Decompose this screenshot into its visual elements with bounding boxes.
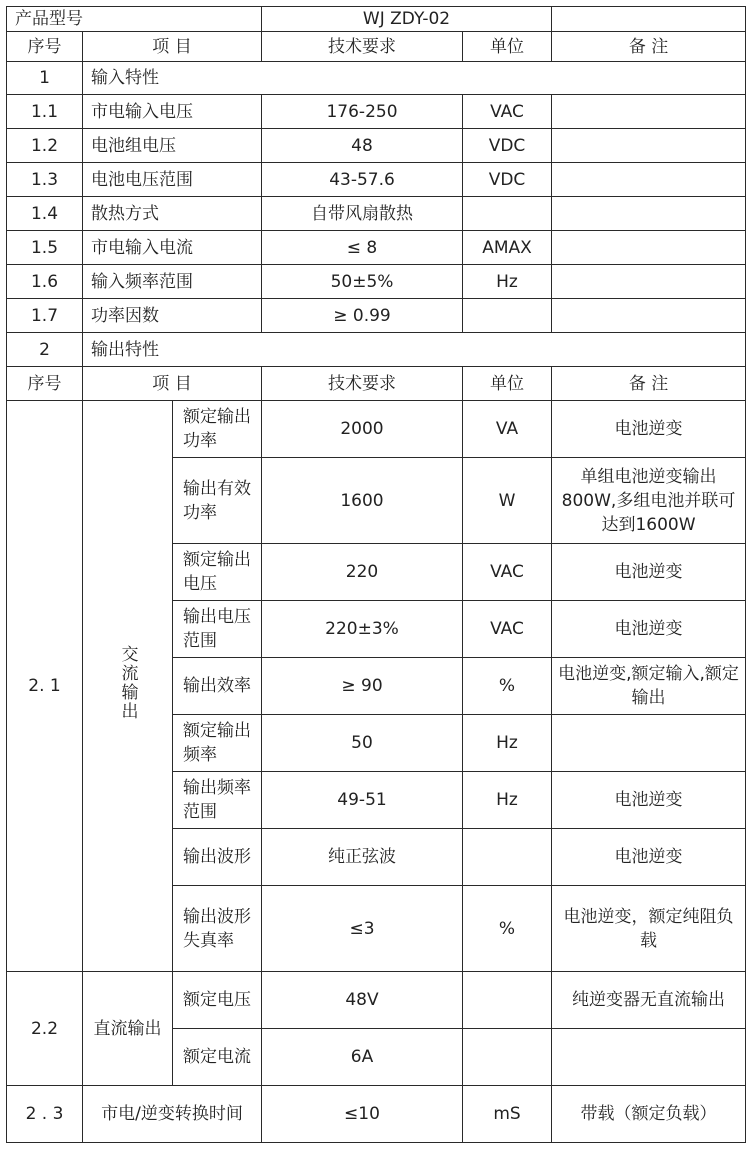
row-seq: 2 . 3	[7, 1086, 83, 1143]
row-spec: ≤ 8	[262, 231, 463, 265]
section-row	[7, 333, 746, 367]
header-spec: 技术要求	[262, 367, 463, 401]
row-spec: 自带风扇散热	[262, 197, 463, 231]
param-name: 输出有效功率	[173, 458, 262, 544]
row-spec: 1600	[262, 458, 463, 544]
row-note: 电池逆变	[552, 829, 746, 886]
row-note	[552, 1029, 746, 1086]
row-note: 电池逆变	[552, 544, 746, 601]
row-note	[552, 197, 746, 231]
header-seq: 序号	[7, 32, 83, 62]
row-note: 电池逆变,额定输入,额定输出	[552, 658, 746, 715]
table-row	[7, 265, 746, 299]
row-unit: VDC	[463, 129, 552, 163]
row-note: 电池逆变，额定纯阻负载	[552, 886, 746, 972]
row-seq: 1.3	[7, 163, 83, 197]
param-name: 额定电流	[173, 1029, 262, 1086]
table-row	[7, 95, 746, 129]
row-unit: %	[463, 886, 552, 972]
row-spec: 50±5%	[262, 265, 463, 299]
row-unit: mS	[463, 1086, 552, 1143]
row-unit: VAC	[463, 601, 552, 658]
row-item: 市电输入电压	[83, 95, 262, 129]
row-note: 单组电池逆变输出800W,多组电池并联可达到1600W	[552, 458, 746, 544]
row-unit: VAC	[463, 544, 552, 601]
row-item: 电池组电压	[83, 129, 262, 163]
row-note	[552, 299, 746, 333]
model-label: 产品型号	[7, 7, 262, 32]
group-seq: 2. 1	[7, 401, 83, 972]
row-item: 功率因数	[83, 299, 262, 333]
row-spec: ≤10	[262, 1086, 463, 1143]
param-name: 额定电压	[173, 972, 262, 1029]
row-spec: 50	[262, 715, 463, 772]
row-unit	[463, 1029, 552, 1086]
row-unit: Hz	[463, 715, 552, 772]
header-row	[7, 32, 746, 62]
table-row	[7, 972, 746, 1029]
row-spec: 220±3%	[262, 601, 463, 658]
model-blank	[552, 7, 746, 32]
row-note	[552, 231, 746, 265]
row-note	[552, 163, 746, 197]
row-spec: 2000	[262, 401, 463, 458]
row-unit: VA	[463, 401, 552, 458]
row-spec: 49-51	[262, 772, 463, 829]
row-spec: 176-250	[262, 95, 463, 129]
section-title: 输入特性	[83, 62, 746, 95]
model-row	[7, 7, 746, 32]
row-spec: 6A	[262, 1029, 463, 1086]
row-unit: Hz	[463, 265, 552, 299]
row-seq: 1.6	[7, 265, 83, 299]
param-name: 额定输出电压	[173, 544, 262, 601]
row-unit: W	[463, 458, 552, 544]
row-unit	[463, 299, 552, 333]
row-item: 散热方式	[83, 197, 262, 231]
row-spec: 48V	[262, 972, 463, 1029]
spec-table	[6, 6, 746, 1143]
row-item: 电池电压范围	[83, 163, 262, 197]
param-name: 输出电压范围	[173, 601, 262, 658]
section-title: 输出特性	[83, 333, 746, 367]
row-unit: %	[463, 658, 552, 715]
section-seq: 1	[7, 62, 83, 95]
row-spec: ≥ 0.99	[262, 299, 463, 333]
spec-sheet	[6, 6, 746, 1143]
header-unit: 单位	[463, 32, 552, 62]
row-unit	[463, 829, 552, 886]
row-note	[552, 265, 746, 299]
row-unit: VAC	[463, 95, 552, 129]
header-note: 备 注	[552, 32, 746, 62]
row-item: 输入频率范围	[83, 265, 262, 299]
header-note: 备 注	[552, 367, 746, 401]
row-note	[552, 129, 746, 163]
row-spec: 220	[262, 544, 463, 601]
row-item: 市电输入电流	[83, 231, 262, 265]
row-seq: 1.7	[7, 299, 83, 333]
row-note: 纯逆变器无直流输出	[552, 972, 746, 1029]
table-row	[7, 231, 746, 265]
row-unit: VDC	[463, 163, 552, 197]
param-name: 输出频率范围	[173, 772, 262, 829]
table-row	[7, 163, 746, 197]
group-label: 直流输出	[83, 972, 173, 1086]
row-note	[552, 715, 746, 772]
table-row	[7, 299, 746, 333]
header-row	[7, 367, 746, 401]
header-item: 项 目	[83, 367, 262, 401]
model-value: WJ ZDY-02	[262, 7, 552, 32]
group-seq: 2.2	[7, 972, 83, 1086]
row-seq: 1.5	[7, 231, 83, 265]
param-name: 输出效率	[173, 658, 262, 715]
row-note: 电池逆变	[552, 772, 746, 829]
table-row	[7, 197, 746, 231]
row-seq: 1.2	[7, 129, 83, 163]
row-note: 带载（额定负载）	[552, 1086, 746, 1143]
header-item: 项 目	[83, 32, 262, 62]
header-spec: 技术要求	[262, 32, 463, 62]
row-spec: 43-57.6	[262, 163, 463, 197]
table-row	[7, 129, 746, 163]
table-row	[7, 1086, 746, 1143]
row-spec: 48	[262, 129, 463, 163]
section-row	[7, 62, 746, 95]
row-spec: 纯正弦波	[262, 829, 463, 886]
row-note: 电池逆变	[552, 401, 746, 458]
row-seq: 1.1	[7, 95, 83, 129]
header-seq: 序号	[7, 367, 83, 401]
param-name: 额定输出频率	[173, 715, 262, 772]
row-spec: ≥ 90	[262, 658, 463, 715]
row-unit	[463, 197, 552, 231]
group-label	[83, 401, 173, 972]
table-row	[7, 401, 746, 458]
param-name: 输出波形失真率	[173, 886, 262, 972]
row-item: 市电/逆变转换时间	[83, 1086, 262, 1143]
param-name: 额定输出功率	[173, 401, 262, 458]
row-note: 电池逆变	[552, 601, 746, 658]
row-unit: AMAX	[463, 231, 552, 265]
section-seq: 2	[7, 333, 83, 367]
group-label-text: 交流输出	[117, 644, 138, 721]
row-spec: ≤3	[262, 886, 463, 972]
header-unit: 单位	[463, 367, 552, 401]
row-seq: 1.4	[7, 197, 83, 231]
row-unit	[463, 972, 552, 1029]
param-name: 输出波形	[173, 829, 262, 886]
row-unit: Hz	[463, 772, 552, 829]
row-note	[552, 95, 746, 129]
